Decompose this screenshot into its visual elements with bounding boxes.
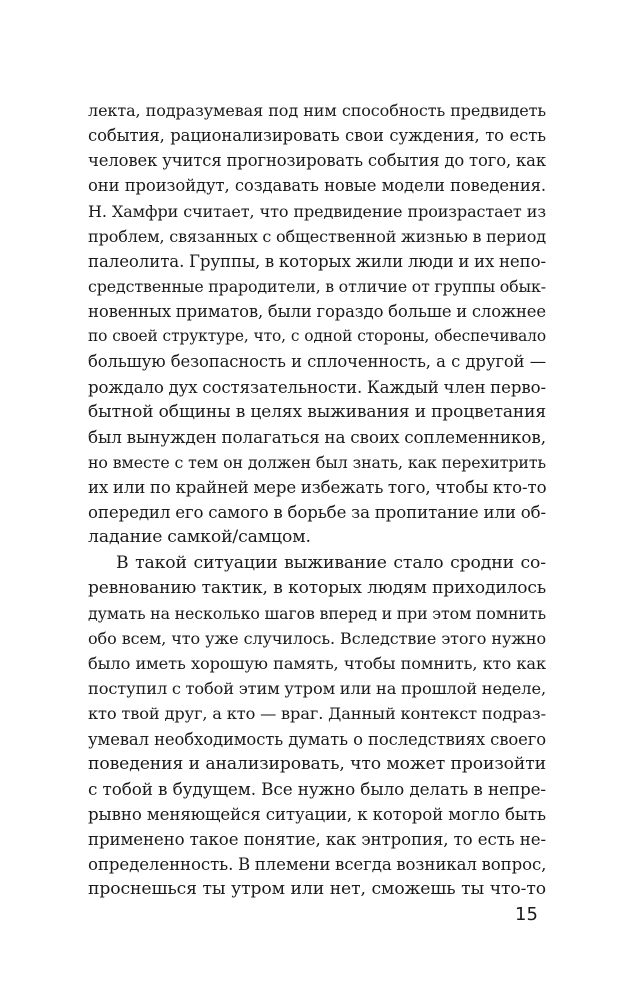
page-number: 15 xyxy=(515,904,538,925)
text-line: рывно меняющейся ситуации, к которой могло быть xyxy=(88,804,546,824)
body-text xyxy=(88,98,546,903)
text-line: определенность. В племени всегда возникал вопрос, xyxy=(88,855,547,875)
paragraph-1 xyxy=(88,98,546,551)
text-line: рождало дух состязательности. Каждый член перво- xyxy=(88,377,546,397)
text-line: их или по крайней мере избежать того, чтобы кто-то xyxy=(88,478,547,498)
text-line: Н. Хамфри считает, что предвидение произрастает из xyxy=(88,201,546,221)
text-line: с тобой в будущем. Все нужно было делать в непре- xyxy=(88,778,546,799)
text-line: думать на несколько шагов вперед и при этом помнить xyxy=(88,603,546,623)
text-line: поведения и анализировать, что может произойти xyxy=(88,753,546,774)
text-line: бытной общины в целях выживания и процветания xyxy=(88,401,546,422)
text-line: события, рационализировать свои суждения, то есть xyxy=(88,126,546,146)
text-line: умевал необходимость думать о последствиях своего xyxy=(88,729,546,749)
text-line: В такой ситуации выживание стало сродни со- xyxy=(116,552,546,573)
text-line: новенных приматов, были гораздо больше и сложнее xyxy=(88,302,546,322)
text-line: ладание самкой/самцом. xyxy=(88,527,311,548)
text-line: кто твой друг, а кто — враг. Данный контекст подраз- xyxy=(88,704,546,724)
text-line: проснешься ты утром или нет, сможешь ты что-то xyxy=(88,879,546,900)
text-line: человек учится прогнозировать события до того, как xyxy=(88,151,546,171)
text-line: поступил с тобой этим утром или на прошлой неделе, xyxy=(88,679,546,699)
text-line: обо всем, что уже случилось. Вследствие этого нужно xyxy=(88,628,546,648)
text-line: средственные прародители, в отличие от группы обык- xyxy=(88,276,546,296)
text-line: ревнованию тактик, в которых людям приходилось xyxy=(88,577,546,598)
text-line: палеолита. Группы, в которых жили люди и их непо- xyxy=(88,251,546,271)
text-line: большую безопасность и сплоченность, а с другой — xyxy=(88,352,546,372)
text-line: был вынужден полагаться на своих соплеменников, xyxy=(88,426,546,447)
paragraph-2 xyxy=(88,551,546,903)
text-line: применено такое понятие, как энтропия, то есть не- xyxy=(88,830,546,850)
text-line: проблем, связанных с общественной жизнью в период xyxy=(88,226,546,246)
text-line: было иметь хорошую память, чтобы помнить, кто как xyxy=(88,654,546,674)
text-line: лекта, подразумевая под ним способность предвидеть xyxy=(88,101,546,120)
text-line: но вместе с тем он должен был знать, как перехитрить xyxy=(88,452,546,472)
text-line: они произойдут, создавать новые модели поведения. xyxy=(88,176,546,196)
text-line: по своей структуре, что, с одной стороны, обеспечивало xyxy=(88,327,546,346)
text-line: опередил его самого в борьбе за пропитание или об- xyxy=(88,503,546,523)
